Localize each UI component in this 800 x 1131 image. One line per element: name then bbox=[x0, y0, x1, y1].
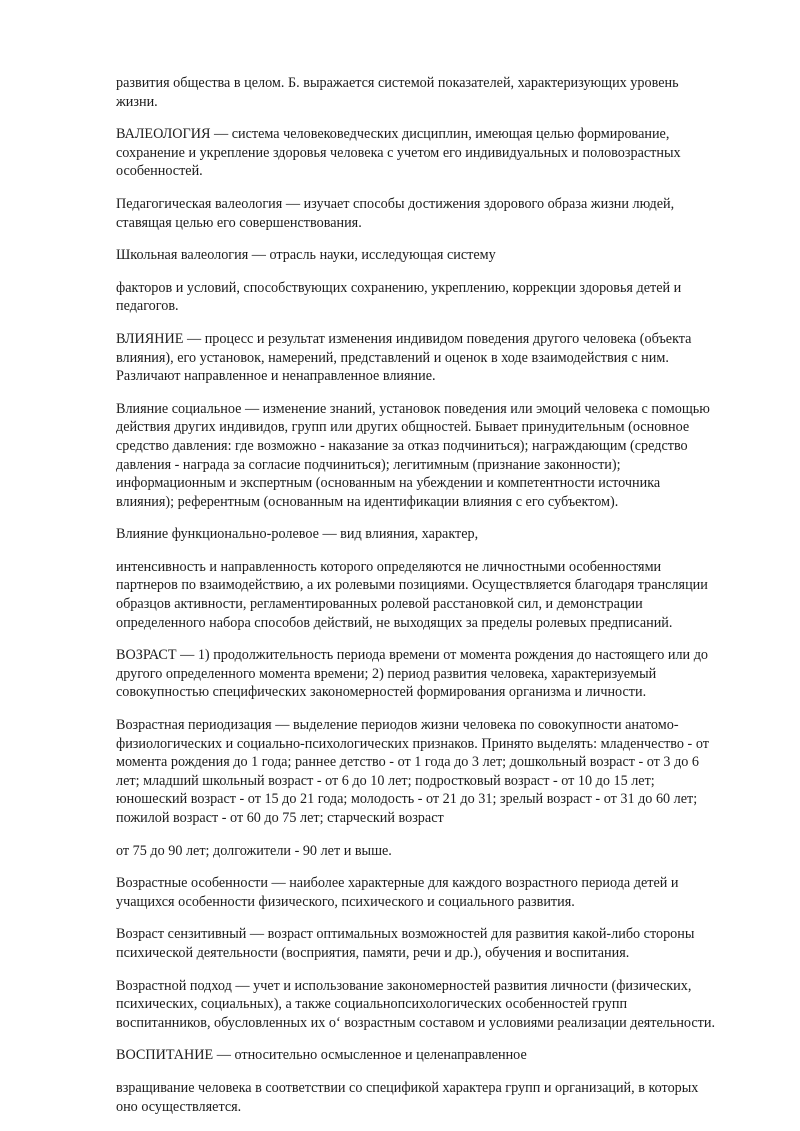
paragraph-upbringing-continuation: взращивание человека в соответствии со спецификой характера групп и организаций, в которых оно осуществляется. bbox=[116, 1079, 699, 1115]
paragraph-welfare-continuation: развития общества в целом. Б. выражается системой показателей, характеризующих уровень жизни. bbox=[116, 75, 679, 110]
paragraph-age-features: Возрастные особенности — наиболее характерные для каждого возрастного периода детей и учащихся особенности физического, психического и социального развития. bbox=[116, 875, 679, 910]
paragraph-sensitive-age: Возраст сензитивный — возраст оптимальных возможностей для развития какой-либо стороны психической деятельности (восприятия, памяти, речи и др.), обучения и воспитания. bbox=[116, 926, 695, 961]
paragraph-functional-role-influence: Влияние функционально-ролевое — вид влияния, характер, bbox=[116, 526, 479, 543]
paragraph-age-approach: Возрастной подход — учет и использование закономерностей развития личности (физических, психических, социальных), а также социальнопсихологических особенностей групп воспитанников, обусловленных их о‘ возрастным составом и условиями реализации деятельности. bbox=[116, 977, 716, 1031]
paragraph-pedagogical-valeology: Педагогическая валеология — изучает способы достижения здорового образа жизни людей, ставящая целью его совершенствования. bbox=[116, 195, 675, 231]
paragraph-influence: ВЛИЯНИЕ — процесс и результат изменения индивидом поведения другого человека (объекта влияния), его установок, намерений, представлений и оценок в ходе взаимодействия с ним. Различают направленное и ненаправленное влияние. bbox=[116, 330, 692, 385]
paragraph-age: ВОЗРАСТ — 1) продолжительность периода времени от момента рождения до настоящего или до другого определенного момента времени; 2) период развития человека, характеризуемый совокупностью специфических закономерностей формирования организма и личности. bbox=[116, 647, 709, 701]
paragraph-valeology: ВАЛЕОЛОГИЯ — система человековедческих дисциплин, имеющая целью формирование, сохранение и укрепление здоровья человека с учетом его индивидуальных и половозрастных особенностей. bbox=[116, 126, 681, 180]
document-page bbox=[116, 74, 720, 1130]
paragraph-age-periodization-continuation: от 75 до 90 лет; долгожители - 90 лет и выше. bbox=[116, 842, 392, 859]
paragraph-age-periodization: Возрастная периодизация — выделение периодов жизни человека по совокупности анатомо-физиологических и социально-психологических признаков. Принято выделять: младенчество - от момента рождения до 1 года; раннее детство - от 1 года до 3 лет; дошкольный возраст - от 3 до 6 лет; младший школьный возраст - от 6 до 10 лет; подростковый возраст - от 10 до 15 лет; юношеский возраст - от 15 до 21 года; молодость - от 21 до 31; зрелый возраст - от 31 до 60 лет; пожилой возраст - от 60 до 75 лет; старческий возраст bbox=[116, 717, 709, 826]
paragraph-school-valeology: Школьная валеология — отрасль науки, исследующая систему bbox=[116, 247, 496, 264]
paragraph-functional-role-influence-continuation: интенсивность и направленность которого определяются не личностными особенностями партнеров по взаимодействию, а их ролевыми позициями. Осуществляется благодаря трансляции образцов активности, регламентированных ролевой расстановкой сил, и демонстрации определенного набора способов действий, не выходящих за пределы ролевых предписаний. bbox=[116, 558, 708, 631]
paragraph-school-valeology-continuation: факторов и условий, способствующих сохранению, укреплению, коррекции здоровья детей и педагогов. bbox=[116, 279, 682, 315]
paragraph-social-influence: Влияние социальное — изменение знаний, установок поведения или эмоций человека с помощью действия других индивидов, групп или других общностей. Бывает принудительным (основное средство давления: где возможно - наказание за отказ подчиниться); награждающим (средство давления - награда за согласие подчиниться); легитимным (признание законности); информационным и экспертным (основанным на убеждении и компетентности источника влияния); референтным (основанным на идентификации влияния с его субъектом). bbox=[116, 400, 710, 510]
paragraph-upbringing: ВОСПИТАНИЕ — относительно осмысленное и целенаправленное bbox=[116, 1047, 527, 1064]
